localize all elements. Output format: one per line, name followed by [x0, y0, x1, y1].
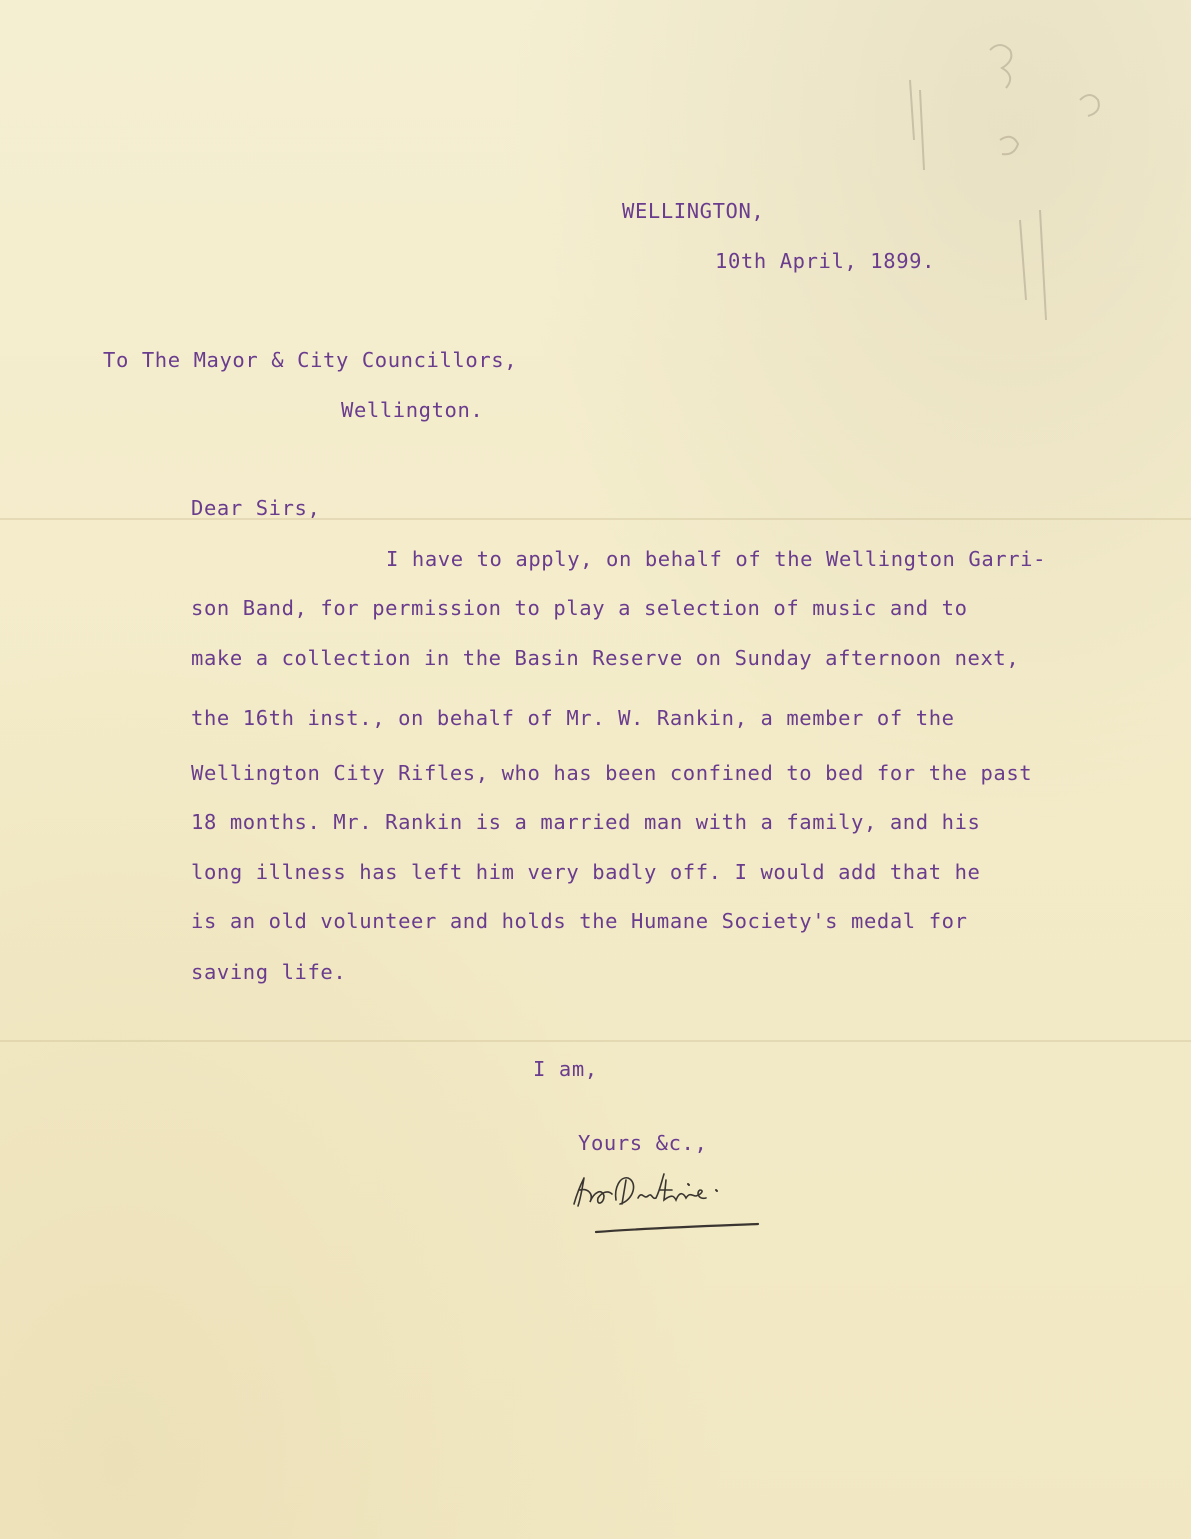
- salutation: Dear Sirs,: [191, 496, 321, 520]
- letter-place: WELLINGTON,: [622, 199, 765, 223]
- closing-line-1: I am,: [533, 1057, 598, 1081]
- body-line: I have to apply, on behalf of the Wellington Garri-: [386, 547, 1047, 571]
- body-line: 18 months. Mr. Rankin is a married man with a family, and his: [191, 810, 981, 834]
- letter-date: 10th April, 1899.: [715, 249, 936, 273]
- closing-line-2: Yours &c.,: [578, 1131, 708, 1155]
- fold-crease: [0, 518, 1191, 520]
- addressee-line-2: Wellington.: [341, 398, 484, 422]
- handwritten-signature: [568, 1160, 798, 1240]
- body-line: son Band, for permission to play a selection of music and to: [191, 596, 968, 620]
- body-line: the 16th inst., on behalf of Mr. W. Rankin, a member of the: [191, 706, 955, 730]
- body-line: saving life.: [191, 960, 347, 984]
- addressee-line-1: To The Mayor & City Councillors,: [103, 348, 518, 372]
- fold-crease: [0, 1040, 1191, 1042]
- body-line: make a collection in the Basin Reserve on Sunday afternoon next,: [191, 646, 1020, 670]
- body-line: is an old volunteer and holds the Humane Society's medal for: [191, 909, 968, 933]
- pencil-annotation-marks: [880, 20, 1180, 350]
- body-line: long illness has left him very badly off. I would add that he: [191, 860, 981, 884]
- body-line: Wellington City Rifles, who has been confined to bed for the past: [191, 761, 1033, 785]
